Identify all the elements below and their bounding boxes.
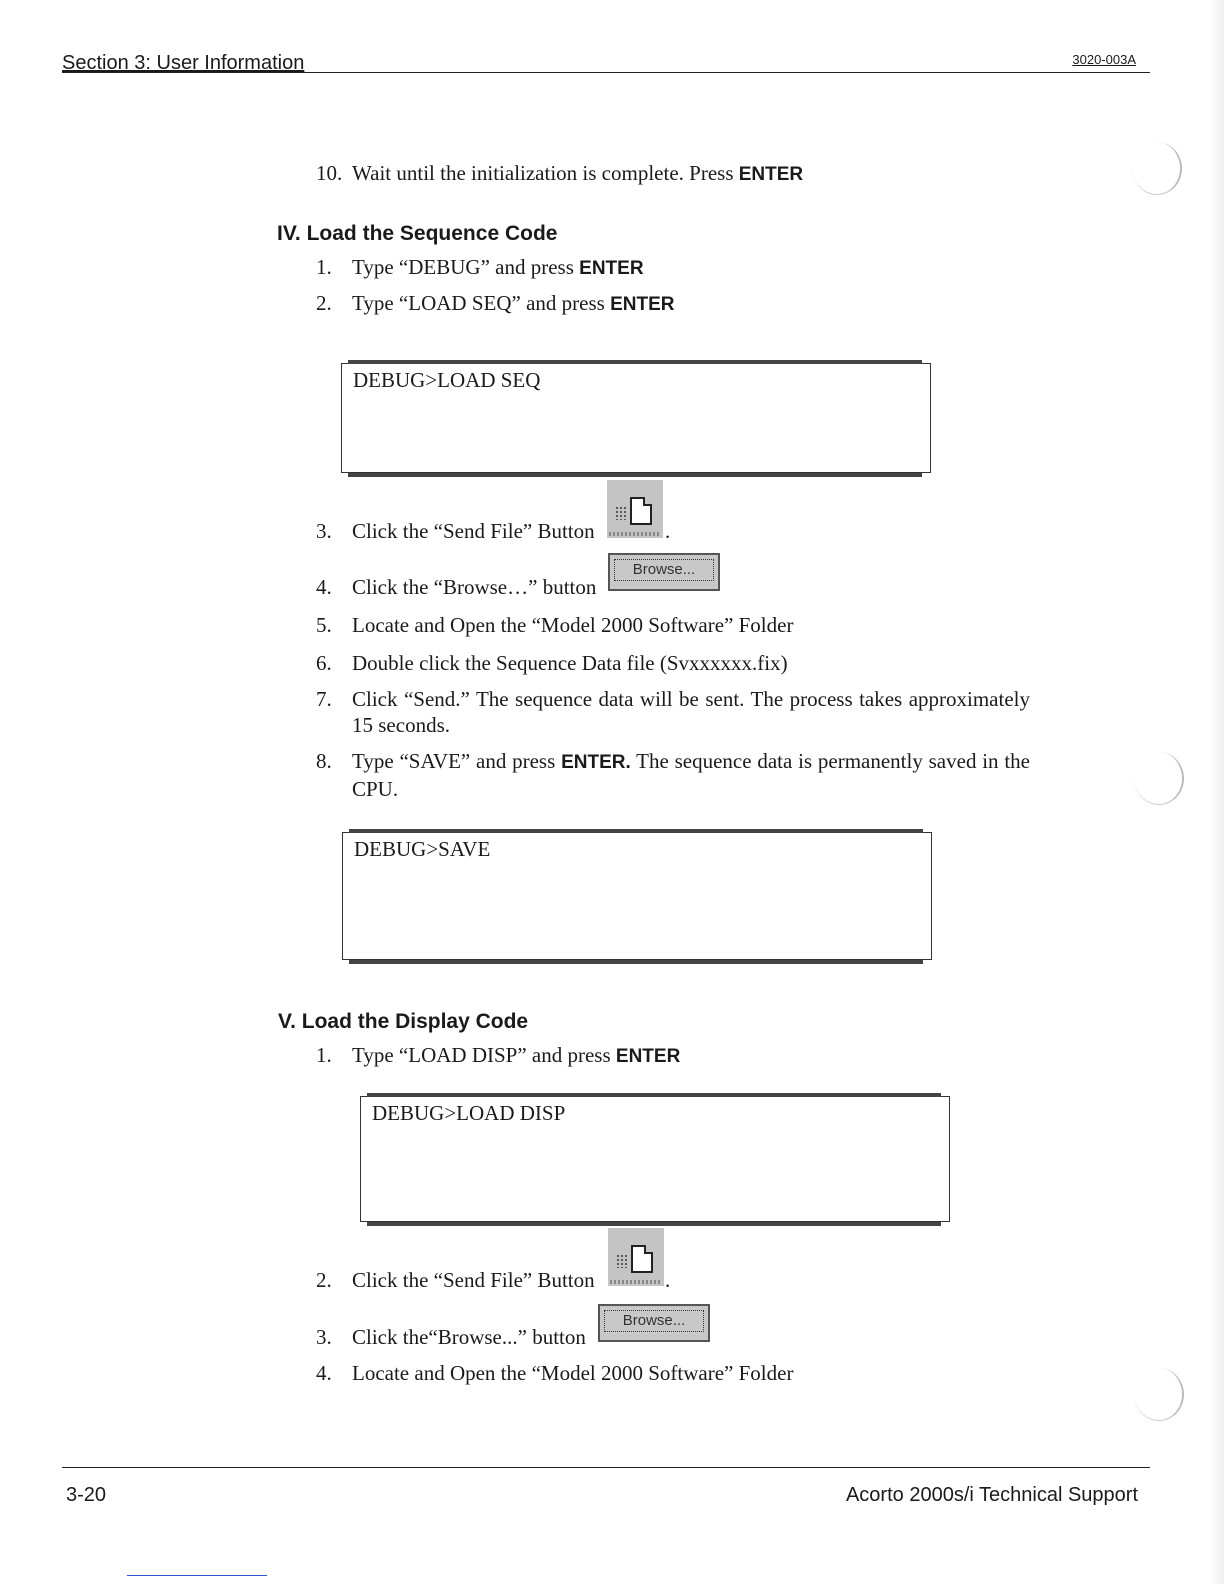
step-number: 4. — [316, 575, 332, 599]
step-text: Type “SAVE” and press — [352, 749, 562, 773]
step-period: . — [665, 519, 671, 543]
step-text: Click “Send.” The sequence data will be sent. The process takes approximately 15 seconds. — [352, 687, 1030, 737]
terminal-text: DEBUG>SAVE — [354, 837, 491, 861]
step-number: 3. — [316, 1325, 332, 1349]
document-icon — [630, 497, 652, 525]
send-file-dots — [615, 506, 627, 520]
binder-hole — [1134, 752, 1184, 805]
step-text: Type “LOAD SEQ” and press — [352, 291, 611, 315]
key-enter: ENTER — [738, 164, 804, 185]
section-v-heading: V. Load the Display Code — [278, 1010, 529, 1033]
step-number: 1. — [316, 1043, 332, 1067]
step-number: 7. — [316, 687, 332, 711]
footer-title: Acorto 2000s/i Technical Support — [845, 1484, 1138, 1506]
terminal-text: DEBUG>LOAD DISP — [372, 1101, 566, 1125]
document-icon — [631, 1245, 653, 1273]
send-file-dots — [616, 1254, 628, 1268]
icon-baseline — [610, 1280, 662, 1284]
terminal-text: DEBUG>LOAD SEQ — [353, 368, 541, 392]
step-text: Click the “Send File” Button — [352, 1268, 595, 1292]
icon-baseline — [609, 532, 661, 536]
terminal-load-disp — [360, 1096, 950, 1222]
step-text: Click the “Send File” Button — [352, 519, 595, 543]
key-enter: ENTER — [615, 1046, 681, 1067]
key-enter: ENTER — [610, 294, 675, 315]
header-section-title: Section 3: User Information — [62, 52, 305, 74]
step-number: 2. — [316, 1268, 332, 1292]
step-number: 1. — [316, 255, 332, 279]
step-text: Locate and Open the “Model 2000 Software” Folder — [352, 1361, 794, 1385]
key-enter: ENTER. — [561, 752, 631, 773]
browse-button[interactable] — [608, 553, 720, 591]
footer-page-number: 3-20 — [66, 1484, 107, 1506]
page-edge-shadow — [1210, 0, 1224, 1584]
step-text: Type “DEBUG” and press — [352, 255, 580, 279]
send-file-icon[interactable] — [608, 1228, 664, 1286]
footer-rule — [62, 1467, 1150, 1468]
step-number: 3. — [316, 519, 332, 543]
section-iv-heading: IV. Load the Sequence Code — [277, 222, 558, 245]
step-text: Type “LOAD DISP” and press — [352, 1043, 616, 1067]
step-text: Click the “Browse…” button — [352, 575, 597, 599]
step-number: 10. — [316, 161, 343, 185]
browse-button-label: Browse... — [604, 1310, 704, 1332]
step-number: 8. — [316, 749, 332, 773]
step-text-continued: The sequence data is permanently saved in the CPU. — [352, 749, 1030, 801]
header-doc-number: 3020-003A — [1072, 52, 1136, 67]
step-period: . — [665, 1268, 671, 1292]
send-file-icon[interactable] — [607, 480, 663, 538]
step-number: 6. — [316, 651, 332, 675]
step-number: 4. — [316, 1361, 332, 1385]
terminal-save — [342, 832, 932, 960]
browse-button[interactable] — [598, 1304, 710, 1342]
scan-artifact-line — [127, 1575, 267, 1576]
step-number: 2. — [316, 291, 332, 315]
step-text: Locate and Open the “Model 2000 Software” Folder — [352, 613, 794, 637]
step-text: Click the“Browse...” button — [352, 1325, 586, 1349]
binder-hole — [1132, 142, 1182, 195]
step-text: Double click the Sequence Data file (Svxxxxxx.fix) — [352, 651, 788, 675]
key-enter: ENTER — [579, 258, 644, 279]
step-text: Wait until the initialization is complete. Press — [352, 161, 739, 185]
step-number: 5. — [316, 613, 332, 637]
header-rule — [62, 72, 1150, 73]
terminal-load-seq — [341, 363, 931, 473]
binder-hole — [1134, 1368, 1184, 1421]
browse-button-label: Browse... — [614, 559, 714, 581]
